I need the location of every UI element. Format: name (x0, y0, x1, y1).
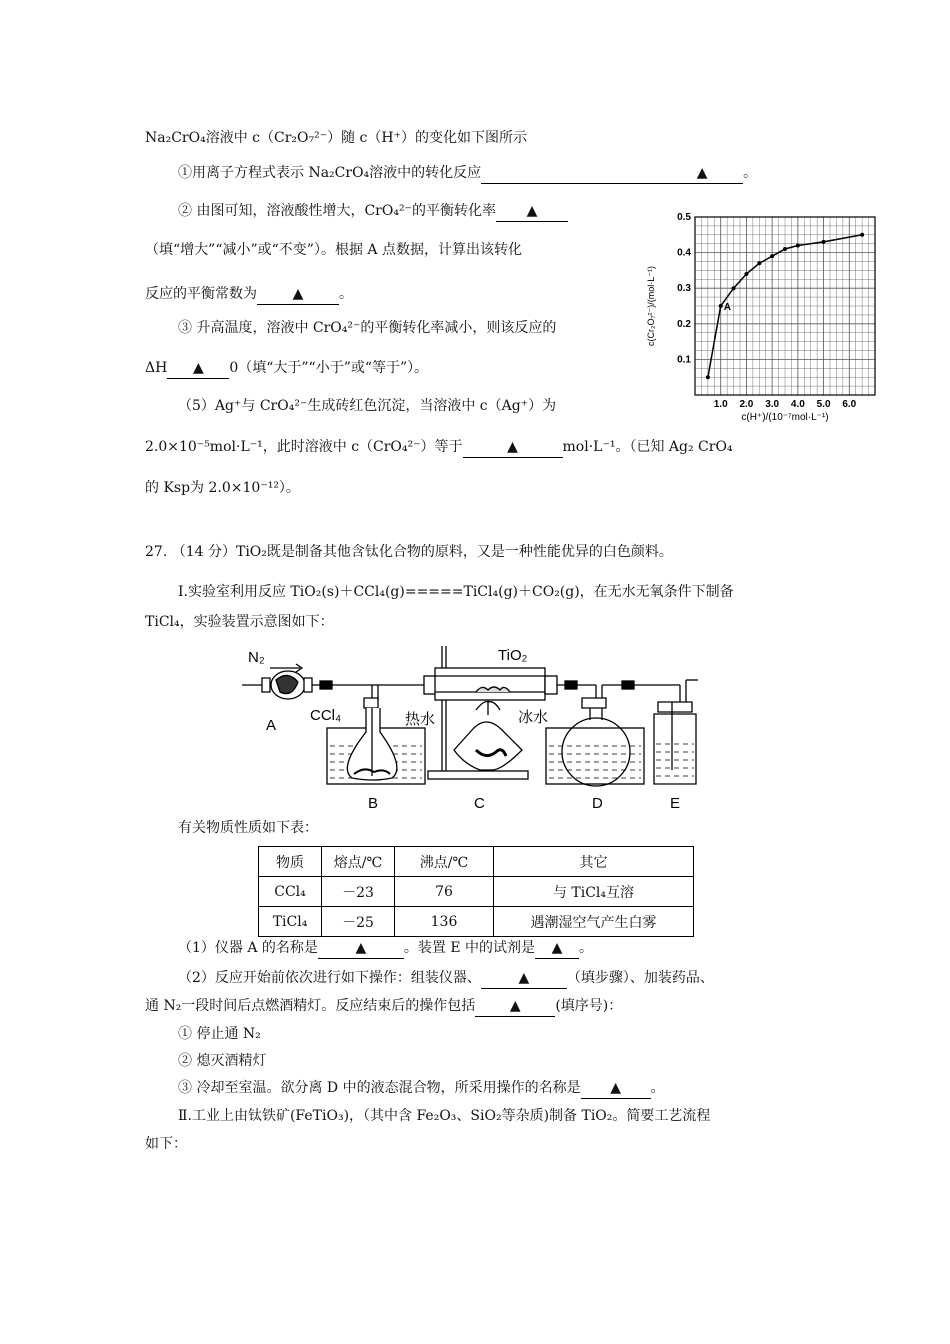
label-B: B (368, 795, 379, 812)
label-ccl4: CCl₄ (310, 707, 342, 724)
operation-3: ③ 冷却至室温。欲分离 D 中的液态混合物，所采用操作的名称是 ▲ 。 (178, 1078, 665, 1099)
triangle-icon: ▲ (192, 360, 204, 376)
label-hot-water: 热水 (405, 711, 436, 728)
gas-wash-bottle (654, 714, 696, 784)
triangle-icon: ▲ (551, 940, 563, 956)
table-header: 其它 (494, 847, 694, 877)
y-axis-label: c(Cr₂O₇²⁻)/(mol·L⁻¹) (646, 265, 656, 347)
table-cell: 136 (395, 907, 494, 937)
table-header: 熔点/℃ (322, 847, 395, 877)
triangle-icon: ▲ (355, 940, 367, 956)
subq-1: （1）仪器 A 的名称是 ▲ 。装置 E 中的试剂是 ▲ 。 (178, 938, 593, 959)
x-tick-label: 6.0 (842, 399, 857, 410)
answer-blank[interactable] (481, 163, 743, 184)
triangle-icon: ▲ (610, 1080, 621, 1096)
table-row (259, 877, 694, 907)
table-header: 沸点/℃ (395, 847, 494, 877)
triangle-icon: ▲ (518, 970, 530, 986)
question-2-line2: （填“增大”“减小”或“不变”）。根据 A 点数据，计算出该转化 (145, 242, 522, 258)
properties-table (258, 846, 694, 937)
table-intro: 有关物质性质如下表： (178, 820, 318, 836)
intro-line: Na₂CrO₄溶液中 c（Cr₂O₇²⁻）随 c（H⁺）的变化如下图所示 (145, 130, 527, 146)
table-cell: 遇潮湿空气产生白雾 (494, 907, 694, 937)
y-tick-label: 0.4 (677, 247, 691, 259)
table-cell: CCl₄ (259, 877, 322, 907)
data-point (744, 272, 748, 276)
y-tick-label: 0.3 (677, 283, 691, 295)
data-point (719, 304, 723, 308)
y-tick-label: 0.5 (677, 212, 691, 223)
answer-blank[interactable] (581, 1078, 651, 1099)
triangle-icon: ▲ (526, 203, 538, 219)
table-cell: 与 TiCl₄互溶 (494, 877, 694, 907)
subq-2-line2: 通 N₂一段时间后点燃酒精灯。反应结束后的操作包括 ▲ (填序号)： (145, 996, 622, 1017)
question-5: （5）Ag⁺与 CrO₄²⁻生成砖红色沉淀，当溶液中 c（Ag⁺）为 (178, 398, 557, 414)
data-point (770, 254, 774, 258)
point-annotation: A (723, 302, 731, 313)
x-tick-label: 2.0 (739, 399, 754, 410)
label-A: A (266, 717, 277, 734)
table-cell: 76 (395, 877, 494, 907)
data-point (757, 261, 761, 265)
subq-2: （2）反应开始前依次进行如下操作：组装仪器、 ▲ （填步骤）、加装药品、 (178, 968, 714, 989)
answer-blank[interactable] (535, 938, 579, 959)
label-tio2: TiO₂ (498, 647, 528, 664)
problem-27: 27. （14 分）TiO₂既是制备其他含钛化合物的原料，又是一种性能优异的白色颜料。 (145, 544, 673, 560)
table-header-row (259, 847, 694, 877)
question-5-line2: 2.0×10⁻⁵mol·L⁻¹，此时溶液中 c（CrO₄²⁻）等于 ▲ mol·L⁻¹。（已知 Ag₂ CrO₄ (145, 437, 733, 458)
answer-blank[interactable] (318, 938, 404, 959)
label-n2: N₂ (248, 649, 265, 666)
apparatus-diagram (240, 640, 710, 815)
table-header: 物质 (259, 847, 322, 877)
label-ice-water: 冰水 (518, 709, 549, 726)
x-tick-label: 1.0 (713, 399, 728, 410)
table-cell: －23 (322, 877, 395, 907)
answer-blank[interactable] (496, 201, 568, 222)
x-tick-label: 5.0 (816, 399, 831, 410)
answer-blank[interactable] (481, 968, 567, 989)
chart-ticks (677, 212, 857, 410)
y-tick-label: 0.2 (677, 318, 691, 330)
operation-2: ② 熄灭酒精灯 (178, 1053, 267, 1069)
table-cell: －25 (322, 907, 395, 937)
data-point (783, 247, 787, 251)
table-row (259, 907, 694, 937)
reaction-tube (435, 668, 545, 700)
triangle-icon: ▲ (509, 998, 521, 1014)
part-II-line2: 如下： (145, 1136, 187, 1152)
answer-blank[interactable] (167, 358, 229, 379)
x-axis-label: c(H⁺)/(10⁻⁷mol·L⁻¹) (741, 412, 829, 423)
operation-1: ① 停止通 N₂ (178, 1026, 261, 1042)
label-E: E (670, 795, 681, 812)
table-cell: TiCl₄ (259, 907, 322, 937)
data-point (706, 375, 710, 379)
answer-blank[interactable] (257, 284, 339, 305)
data-point (860, 233, 864, 237)
triangle-icon: ▲ (696, 165, 708, 181)
concentration-chart (640, 205, 885, 430)
y-tick-label: 0.1 (677, 354, 691, 366)
triangle-icon: ▲ (292, 286, 304, 302)
data-point (796, 243, 800, 247)
data-point (732, 286, 736, 290)
question-3: ③ 升高温度，溶液中 CrO₄²⁻的平衡转化率减小，则该反应的 (178, 320, 557, 336)
label-C: C (474, 795, 485, 812)
part-I-line1: Ⅰ.实验室利用反应 TiO₂(s)＋CCl₄(g)=====TiCl₄(g)＋CO₂(g)，在无水无氧条件下制备 (178, 584, 734, 600)
label-D: D (592, 795, 603, 812)
question-2: ② 由图可知，溶液酸性增大，CrO₄²⁻的平衡转化率 ▲ (178, 201, 568, 222)
part-II-line1: Ⅱ.工业上由钛铁矿(FeTiO₃)，（其中含 Fe₂O₃、SiO₂等杂质)制备 TiO₂。简要工艺流程 (178, 1108, 711, 1124)
answer-blank[interactable] (463, 437, 563, 458)
x-tick-label: 3.0 (765, 399, 780, 410)
answer-blank[interactable] (475, 996, 555, 1017)
question-3-line2: ΔH ▲ 0（填“大于”“小于”或“等于”）。 (145, 358, 428, 379)
part-I-line2: TiCl₄，实验装置示意图如下： (145, 614, 334, 630)
question-1: ①用离子方程式表示 Na₂CrO₄溶液中的转化反应 ▲ 。 (178, 163, 757, 184)
question-5-line3: 的 Ksp为 2.0×10⁻¹²）。 (145, 480, 300, 496)
x-tick-label: 4.0 (790, 399, 805, 410)
question-2-line3: 反应的平衡常数为 ▲ 。 (145, 284, 353, 305)
triangle-icon: ▲ (507, 439, 518, 455)
data-point (822, 240, 826, 244)
